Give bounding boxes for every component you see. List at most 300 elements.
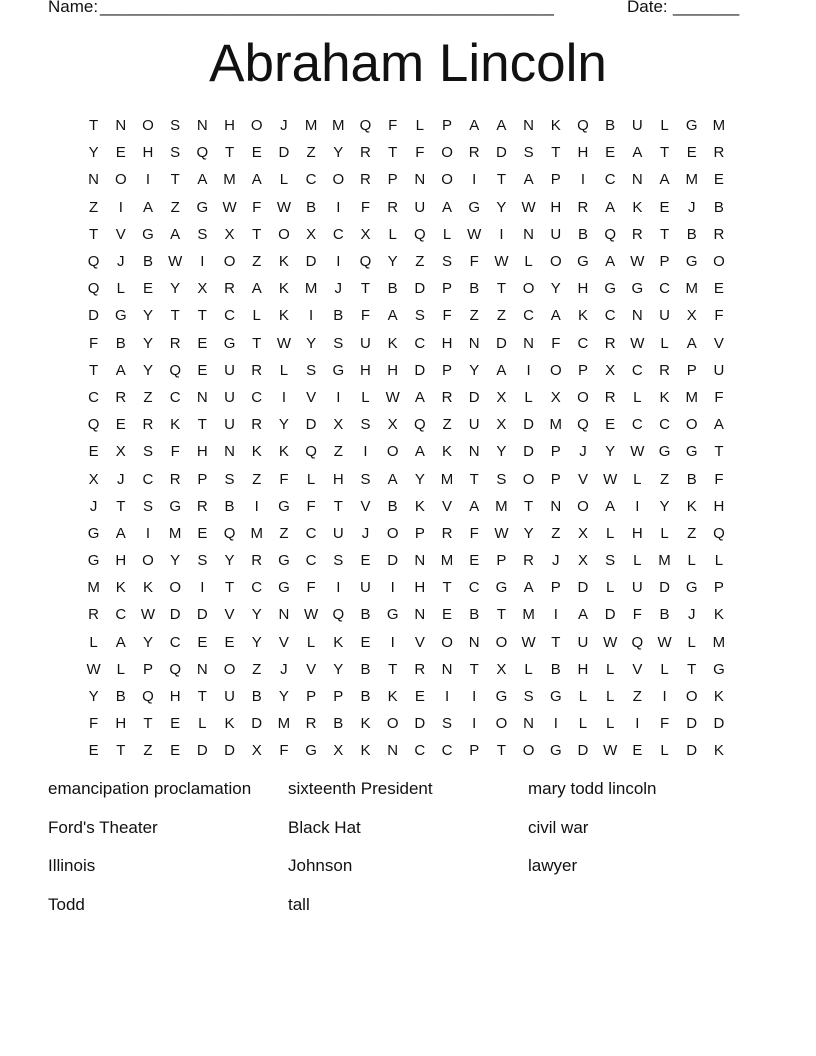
grid-cell: W: [222, 198, 237, 216]
grid-cell: Y: [333, 144, 344, 162]
grid-cell: Z: [659, 470, 670, 488]
grid-cell: Q: [305, 443, 317, 461]
grid-cell: L: [605, 524, 615, 542]
grid-cell: O: [223, 253, 236, 271]
grid-cell: G: [604, 280, 616, 298]
grid-cell: D: [196, 606, 208, 624]
grid-cell: R: [360, 144, 371, 162]
grid-cell: I: [118, 198, 123, 216]
grid-cell: I: [472, 715, 477, 733]
grid-cell: T: [89, 225, 99, 243]
grid-cell: W: [603, 470, 618, 488]
grid-cell: A: [523, 171, 534, 189]
grid-cell: G: [685, 253, 698, 271]
grid-cell: A: [577, 606, 588, 624]
word-list-item: tall: [288, 894, 310, 914]
grid-cell: A: [115, 524, 126, 542]
grid-cell: W: [521, 633, 536, 651]
grid-cell: D: [604, 606, 616, 624]
grid-cell: B: [115, 688, 126, 706]
grid-cell: Q: [359, 253, 372, 271]
grid-cell: L: [660, 524, 669, 542]
grid-cell: T: [496, 742, 506, 760]
grid-cell: M: [685, 388, 698, 406]
grid-cell: L: [198, 715, 207, 733]
grid-cell: T: [496, 171, 506, 189]
grid-cell: Y: [605, 443, 616, 461]
grid-cell: K: [115, 579, 126, 597]
grid-cell: G: [169, 497, 181, 515]
grid-cell: I: [444, 688, 450, 706]
grid-cell: U: [550, 225, 562, 243]
grid-cell: Y: [170, 280, 181, 298]
grid-cell: Z: [143, 742, 153, 760]
grid-cell: P: [686, 361, 697, 379]
grid-cell: I: [363, 443, 368, 461]
grid-cell: T: [714, 443, 724, 461]
grid-cell: X: [115, 443, 126, 461]
grid-cell: I: [390, 633, 395, 651]
grid-cell: S: [142, 443, 153, 461]
grid-cell: O: [332, 171, 345, 189]
grid-cell: W: [521, 198, 536, 216]
grid-cell: J: [687, 606, 696, 624]
grid-cell: A: [197, 171, 208, 189]
grid-cell: Q: [169, 361, 181, 379]
grid-cell: N: [115, 117, 127, 135]
grid-cell: F: [360, 198, 371, 216]
grid-cell: C: [305, 171, 317, 189]
grid-cell: K: [713, 606, 724, 624]
grid-cell: G: [468, 198, 481, 216]
grid-cell: O: [685, 416, 698, 434]
grid-cell: D: [224, 742, 235, 760]
grid-cell: C: [468, 579, 480, 597]
grid-cell: U: [577, 633, 589, 651]
grid-cell: N: [523, 715, 535, 733]
grid-cell: A: [496, 361, 507, 379]
grid-cell: F: [659, 715, 670, 733]
grid-cell: T: [170, 171, 180, 189]
name-line: ________________________________________________: [100, 0, 554, 16]
grid-cell: O: [685, 688, 698, 706]
word-list-item: sixteenth President: [288, 779, 433, 798]
word-list-item: mary todd lincoln: [528, 779, 657, 798]
grid-cell: O: [223, 660, 236, 678]
grid-cell: B: [115, 334, 126, 352]
grid-cell: G: [495, 688, 508, 706]
grid-cell: C: [577, 334, 589, 352]
grid-cell: C: [251, 388, 263, 406]
grid-cell: A: [142, 198, 153, 216]
grid-cell: T: [116, 497, 126, 515]
grid-cell: X: [605, 361, 616, 379]
grid-cell: U: [713, 361, 725, 379]
grid-cell: D: [495, 334, 507, 352]
grid-cell: T: [551, 633, 561, 651]
grid-cell: R: [713, 225, 725, 243]
header: [48, 0, 748, 19]
grid-cell: D: [278, 144, 290, 162]
grid-cell: Q: [87, 280, 100, 298]
grid-cell: K: [550, 117, 561, 135]
grid-cell: R: [169, 334, 181, 352]
grid-cell: E: [251, 144, 262, 162]
grid-cell: O: [441, 633, 453, 651]
grid-cell: S: [333, 552, 344, 570]
grid-cell: Z: [252, 253, 262, 271]
grid-cell: W: [168, 253, 183, 271]
grid-cell: W: [494, 524, 509, 542]
grid-cell: T: [197, 688, 207, 706]
grid-cell: J: [687, 198, 696, 216]
grid-cell: B: [224, 497, 235, 515]
grid-cell: D: [196, 742, 208, 760]
grid-cell: Y: [659, 497, 670, 515]
grid-cell: J: [579, 443, 587, 461]
grid-cell: K: [659, 388, 670, 406]
grid-cell: N: [523, 117, 535, 135]
grid-cell: N: [224, 443, 235, 461]
grid-cell: O: [522, 742, 535, 760]
grid-cell: S: [360, 470, 371, 488]
grid-cell: T: [224, 579, 235, 597]
grid-cell: D: [577, 742, 589, 760]
grid-cell: L: [605, 579, 615, 597]
grid-cell: R: [631, 225, 643, 243]
grid-cell: L: [714, 552, 724, 570]
grid-cell: O: [169, 579, 181, 597]
grid-cell: G: [278, 552, 290, 570]
grid-cell: K: [360, 742, 371, 760]
grid-cell: H: [387, 361, 399, 379]
grid-cell: S: [170, 117, 181, 135]
grid-cell: N: [196, 117, 208, 135]
grid-cell: Q: [332, 606, 345, 624]
grid-cell: C: [224, 307, 235, 325]
grid-cell: E: [170, 715, 181, 733]
grid-cell: Q: [577, 117, 589, 135]
grid-cell: R: [577, 198, 589, 216]
grid-cell: G: [278, 497, 290, 515]
grid-cell: T: [388, 660, 398, 678]
grid-cell: H: [169, 688, 181, 706]
grid-cell: W: [140, 606, 156, 624]
grid-cell: Y: [88, 688, 99, 706]
grid-cell: I: [553, 715, 558, 733]
grid-cell: I: [145, 524, 151, 542]
grid-cell: H: [577, 144, 589, 162]
grid-cell: O: [441, 171, 453, 189]
grid-cell: M: [250, 524, 263, 542]
grid-cell: E: [605, 416, 616, 434]
grid-cell: P: [469, 742, 480, 760]
grid-cell: V: [115, 225, 126, 243]
grid-cell: H: [631, 524, 643, 542]
letter-grid: [80, 112, 733, 765]
grid-cell: T: [252, 225, 262, 243]
grid-cell: G: [87, 552, 100, 570]
grid-cell: W: [86, 660, 101, 678]
grid-cell: V: [224, 606, 235, 624]
grid-cell: G: [549, 742, 562, 760]
grid-cell: P: [333, 688, 344, 706]
grid-cell: B: [550, 660, 561, 678]
grid-cell: P: [577, 361, 588, 379]
grid-cell: D: [468, 388, 480, 406]
grid-cell: M: [440, 552, 454, 570]
grid-cell: Y: [278, 416, 289, 434]
grid-cell: Z: [170, 198, 180, 216]
grid-cell: L: [633, 470, 642, 488]
word-list-item: Ford's Theater: [48, 817, 158, 837]
grid-cell: S: [442, 253, 453, 271]
grid-cell: T: [687, 660, 697, 678]
grid-cell: Z: [306, 144, 316, 162]
grid-cell: X: [577, 524, 588, 542]
grid-cell: R: [604, 388, 616, 406]
grid-cell: R: [251, 552, 263, 570]
grid-cell: P: [550, 470, 561, 488]
grid-cell: C: [523, 307, 535, 325]
grid-cell: L: [279, 171, 289, 189]
grid-cell: K: [360, 715, 371, 733]
grid-cell: S: [306, 361, 317, 379]
grid-cell: L: [306, 470, 316, 488]
grid-cell: H: [115, 552, 127, 570]
grid-cell: U: [659, 307, 670, 325]
grid-cell: Z: [252, 470, 262, 488]
grid-cell: A: [115, 633, 126, 651]
grid-cell: N: [441, 660, 453, 678]
grid-cell: G: [142, 225, 154, 243]
grid-cell: H: [224, 117, 235, 135]
grid-cell: J: [552, 552, 560, 570]
word-list-item: civil war: [528, 817, 589, 837]
grid-cell: F: [442, 307, 452, 325]
grid-cell: X: [496, 416, 507, 434]
grid-cell: X: [306, 225, 317, 243]
grid-cell: H: [713, 497, 725, 515]
grid-cell: D: [713, 715, 725, 733]
grid-cell: V: [306, 388, 317, 406]
grid-cell: M: [168, 524, 182, 542]
grid-cell: P: [442, 117, 453, 135]
grid-cell: F: [306, 579, 316, 597]
grid-cell: X: [197, 280, 208, 298]
grid-cell: K: [414, 497, 425, 515]
grid-cell: X: [387, 416, 398, 434]
grid-cell: Z: [496, 307, 506, 325]
grid-cell: F: [469, 253, 479, 271]
grid-cell: M: [332, 117, 345, 135]
grid-cell: S: [197, 552, 208, 570]
grid-cell: W: [630, 253, 645, 271]
grid-cell: A: [496, 117, 507, 135]
grid-cell: H: [550, 198, 562, 216]
grid-cell: G: [278, 579, 290, 597]
grid-cell: W: [603, 742, 618, 760]
grid-cell: R: [196, 497, 208, 515]
grid-cell: Y: [306, 334, 317, 352]
word-list-item: Todd: [48, 894, 85, 914]
grid-cell: P: [496, 552, 507, 570]
grid-cell: Y: [142, 361, 153, 379]
grid-cell: T: [496, 606, 506, 624]
grid-cell: L: [660, 742, 669, 760]
grid-cell: R: [169, 470, 181, 488]
grid-cell: P: [442, 280, 453, 298]
grid-cell: Y: [333, 660, 344, 678]
grid-cell: X: [333, 416, 344, 434]
grid-cell: L: [524, 253, 533, 271]
grid-cell: C: [305, 552, 317, 570]
grid-cell: Z: [279, 524, 289, 542]
grid-cell: L: [605, 715, 615, 733]
grid-cell: D: [88, 307, 100, 325]
grid-cell: U: [332, 524, 344, 542]
grid-cell: L: [524, 660, 533, 678]
grid-cell: Y: [142, 633, 153, 651]
grid-cell: N: [523, 225, 535, 243]
grid-cell: V: [577, 470, 588, 488]
grid-cell: L: [660, 660, 669, 678]
grid-cell: P: [550, 171, 561, 189]
grid-cell: H: [577, 660, 589, 678]
grid-cell: X: [496, 388, 507, 406]
grid-cell: O: [142, 117, 154, 135]
date-label: Date:: [627, 0, 668, 16]
grid-cell: K: [632, 198, 643, 216]
grid-cell: F: [714, 470, 724, 488]
grid-cell: M: [440, 470, 454, 488]
grid-cell: F: [89, 334, 99, 352]
grid-cell: K: [686, 497, 697, 515]
grid-cell: N: [631, 171, 643, 189]
grid-cell: L: [524, 388, 533, 406]
grid-cell: I: [281, 388, 286, 406]
grid-cell: I: [553, 606, 558, 624]
grid-cell: U: [631, 579, 643, 597]
grid-cell: W: [657, 633, 672, 651]
grid-cell: S: [414, 307, 425, 325]
page-title: Abraham Lincoln: [209, 34, 607, 93]
grid-cell: L: [306, 633, 316, 651]
grid-cell: X: [88, 470, 99, 488]
grid-cell: Y: [469, 361, 480, 379]
grid-cell: I: [200, 579, 205, 597]
grid-cell: L: [660, 117, 669, 135]
grid-cell: C: [631, 416, 643, 434]
word-list-item: Johnson: [288, 856, 353, 876]
grid-cell: A: [469, 117, 480, 135]
grid-cell: U: [224, 388, 235, 406]
grid-cell: J: [280, 117, 288, 135]
grid-cell: T: [143, 715, 153, 733]
grid-cell: E: [197, 334, 208, 352]
grid-cell: W: [494, 253, 509, 271]
grid-cell: I: [390, 579, 395, 597]
grid-cell: B: [360, 606, 371, 624]
grid-cell: L: [578, 688, 588, 706]
grid-cell: Q: [414, 416, 426, 434]
grid-cell: R: [305, 715, 317, 733]
grid-cell: W: [603, 633, 618, 651]
grid-cell: S: [333, 334, 344, 352]
grid-cell: P: [442, 361, 453, 379]
grid-cell: S: [605, 552, 616, 570]
grid-cell: L: [279, 361, 289, 379]
grid-cell: A: [442, 198, 453, 216]
grid-cell: D: [495, 144, 507, 162]
grid-cell: F: [469, 524, 479, 542]
grid-cell: Z: [551, 524, 561, 542]
grid-cell: G: [223, 334, 236, 352]
grid-cell: T: [116, 742, 126, 760]
grid-cell: L: [415, 117, 425, 135]
grid-cell: O: [577, 388, 589, 406]
grid-cell: I: [336, 388, 341, 406]
grid-cell: B: [387, 497, 398, 515]
grid-cell: U: [224, 688, 235, 706]
grid-cell: T: [442, 579, 452, 597]
grid-cell: M: [685, 280, 698, 298]
grid-cell: G: [631, 280, 644, 298]
grid-cell: I: [635, 497, 640, 515]
grid-cell: A: [659, 171, 670, 189]
grid-cell: A: [523, 579, 534, 597]
grid-cell: O: [250, 117, 263, 135]
word-list-item: Illinois: [48, 856, 96, 876]
grid-cell: D: [251, 715, 263, 733]
grid-cell: U: [468, 416, 480, 434]
grid-cell: A: [550, 307, 561, 325]
grid-cell: N: [468, 443, 480, 461]
grid-cell: B: [333, 715, 344, 733]
grid-cell: N: [387, 742, 399, 760]
grid-cell: R: [414, 660, 426, 678]
grid-cell: O: [114, 171, 127, 189]
grid-cell: D: [523, 416, 535, 434]
grid-cell: C: [414, 334, 426, 352]
grid-cell: F: [388, 117, 398, 135]
grid-cell: C: [631, 361, 643, 379]
grid-cell: O: [522, 470, 535, 488]
grid-cell: W: [304, 606, 319, 624]
grid-cell: V: [306, 660, 317, 678]
grid-cell: I: [635, 715, 640, 733]
grid-cell: Q: [87, 416, 100, 434]
grid-cell: Y: [142, 307, 153, 325]
grid-cell: L: [252, 307, 261, 325]
grid-cell: B: [469, 280, 480, 298]
grid-cell: G: [658, 443, 671, 461]
grid-cell: E: [88, 742, 99, 760]
grid-cell: Y: [496, 443, 507, 461]
grid-cell: X: [333, 742, 344, 760]
grid-cell: K: [251, 443, 262, 461]
grid-cell: R: [88, 606, 100, 624]
grid-cell: R: [523, 552, 535, 570]
grid-cell: E: [442, 606, 453, 624]
grid-cell: E: [197, 524, 208, 542]
grid-cell: U: [224, 361, 235, 379]
grid-cell: C: [305, 524, 317, 542]
grid-cell: M: [712, 117, 726, 135]
grid-cell: B: [251, 688, 262, 706]
grid-cell: D: [523, 443, 535, 461]
grid-cell: S: [496, 470, 507, 488]
